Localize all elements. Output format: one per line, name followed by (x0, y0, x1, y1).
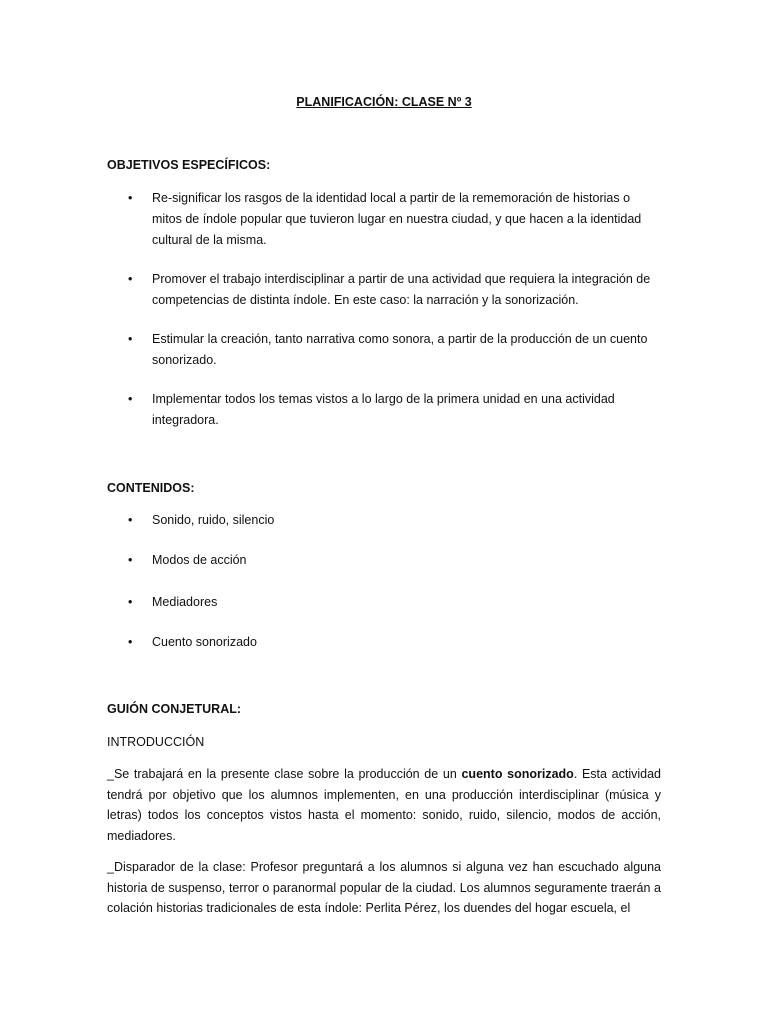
script-heading: GUIÓN CONJETURAL: (107, 702, 242, 716)
list-item-text: Implementar todos los temas vistos a lo largo de la primera unidad en una actividad integradora. (152, 392, 615, 427)
list-item (107, 188, 663, 251)
intro-paragraph-emphasis: cuento sonorizado (461, 767, 574, 781)
list-item (107, 592, 663, 613)
introduction-heading: INTRODUCCIÓN (107, 735, 205, 749)
bullet-icon: • (128, 553, 133, 567)
page-title: PLANIFICACIÓN: CLASE Nº 3 (296, 95, 472, 109)
list-item (107, 510, 663, 531)
bullet-icon: • (128, 332, 133, 346)
list-item (107, 269, 663, 311)
trigger-paragraph: _Disparador de la clase: Profesor preguntará a los alumnos si alguna vez han escuchado alguna historia de suspenso, terror o paranormal popular de la ciudad. Los alumnos seguramente traerán a colación historias tradicionales de esta índole: Perlita Pérez, los duendes del hogar escuela, el (107, 860, 661, 915)
bullet-icon: • (128, 595, 133, 609)
bullet-icon: • (128, 272, 133, 286)
list-item-text: Promover el trabajo interdisciplinar a partir de una actividad que requiera la integración de competencias de distinta índole. En este caso: la narración y la sonorización. (152, 272, 651, 307)
intro-paragraph-end: . Esta actividad tendrá por objetivo que los alumnos implementen, en una producción interdisciplinar (música y letras) todos los conceptos vistos hasta el momento: sonido, ruido, silencio, modos de acción, mediadores. (107, 767, 661, 843)
list-item-text: Estimular la creación, tanto narrativa como sonora, a partir de la producción de un cuento sonorizado. (152, 332, 648, 367)
list-item-text: Re-significar los rasgos de la identidad local a partir de la rememoración de historias o mitos de índole popular que tuvieron lugar en nuestra ciudad, y que hacen a la identidad cultural de la misma. (152, 191, 642, 247)
list-item-text: Mediadores (152, 595, 218, 609)
bullet-icon: • (128, 635, 133, 649)
objectives-heading: OBJETIVOS ESPECÍFICOS: (107, 158, 271, 172)
bullet-icon: • (128, 392, 133, 406)
bullet-icon: • (128, 191, 133, 205)
intro-paragraph (107, 764, 661, 846)
list-item (107, 329, 663, 371)
list-item-text: Cuento sonorizado (152, 635, 257, 649)
list-item (107, 632, 663, 653)
list-item-text: Modos de acción (152, 553, 247, 567)
list-item-text: Sonido, ruido, silencio (152, 513, 275, 527)
contents-heading: CONTENIDOS: (107, 481, 195, 495)
list-item (107, 550, 663, 571)
bullet-icon: • (128, 513, 133, 527)
intro-paragraph-start: _Se trabajará en la presente clase sobre la producción de un (107, 767, 462, 781)
list-item (107, 389, 663, 431)
